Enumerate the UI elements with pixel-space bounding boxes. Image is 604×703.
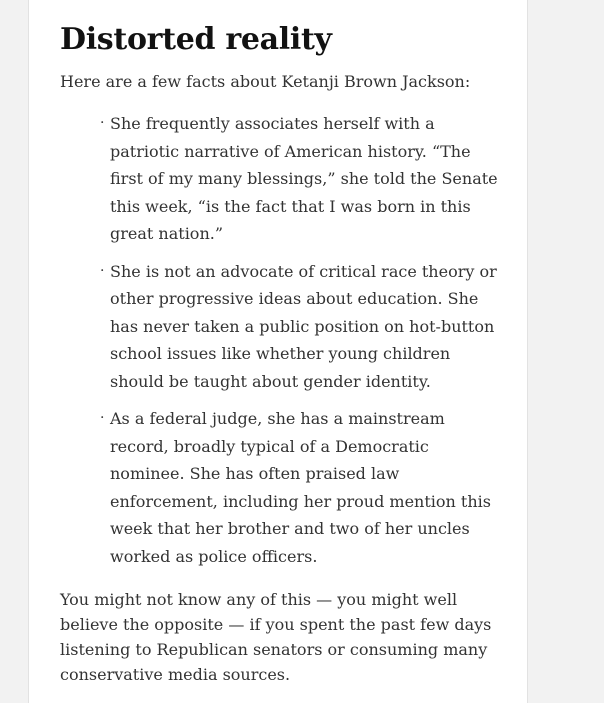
fact-text: As a federal judge, she has a mainstream record, broadly typical of a Democratic nominee. She has often praised law enforcement, including her proud mention this week that her brother and two of her uncles worked as police officers. <box>110 409 491 566</box>
list-item <box>100 110 500 248</box>
cropped-text-above <box>60 0 210 2</box>
bullet-icon: · <box>100 410 105 426</box>
fact-text: She frequently associates herself with a patriotic narrative of American history. “The first of my many blessings,” she told the Senate this week, “is the fact that I was born in this great nation.” <box>110 114 498 243</box>
bullet-icon: · <box>100 115 105 131</box>
list-item <box>100 258 500 396</box>
closing-paragraph: You might not know any of this — you might well believe the opposite — if you spent the past few days listening to Republican senators or consuming many conservative media sources. <box>60 590 492 684</box>
list-item <box>100 405 500 570</box>
section-heading: Distorted reality <box>60 22 332 57</box>
fact-text: She is not an advocate of critical race theory or other progressive ideas about education. She has never taken a public position on hot-button school issues like whether young children should be taught about gender identity. <box>110 261 497 391</box>
facts-list <box>100 110 500 580</box>
intro-paragraph: Here are a few facts about Ketanji Brown Jackson: <box>60 72 471 91</box>
bullet-icon: · <box>100 262 105 279</box>
